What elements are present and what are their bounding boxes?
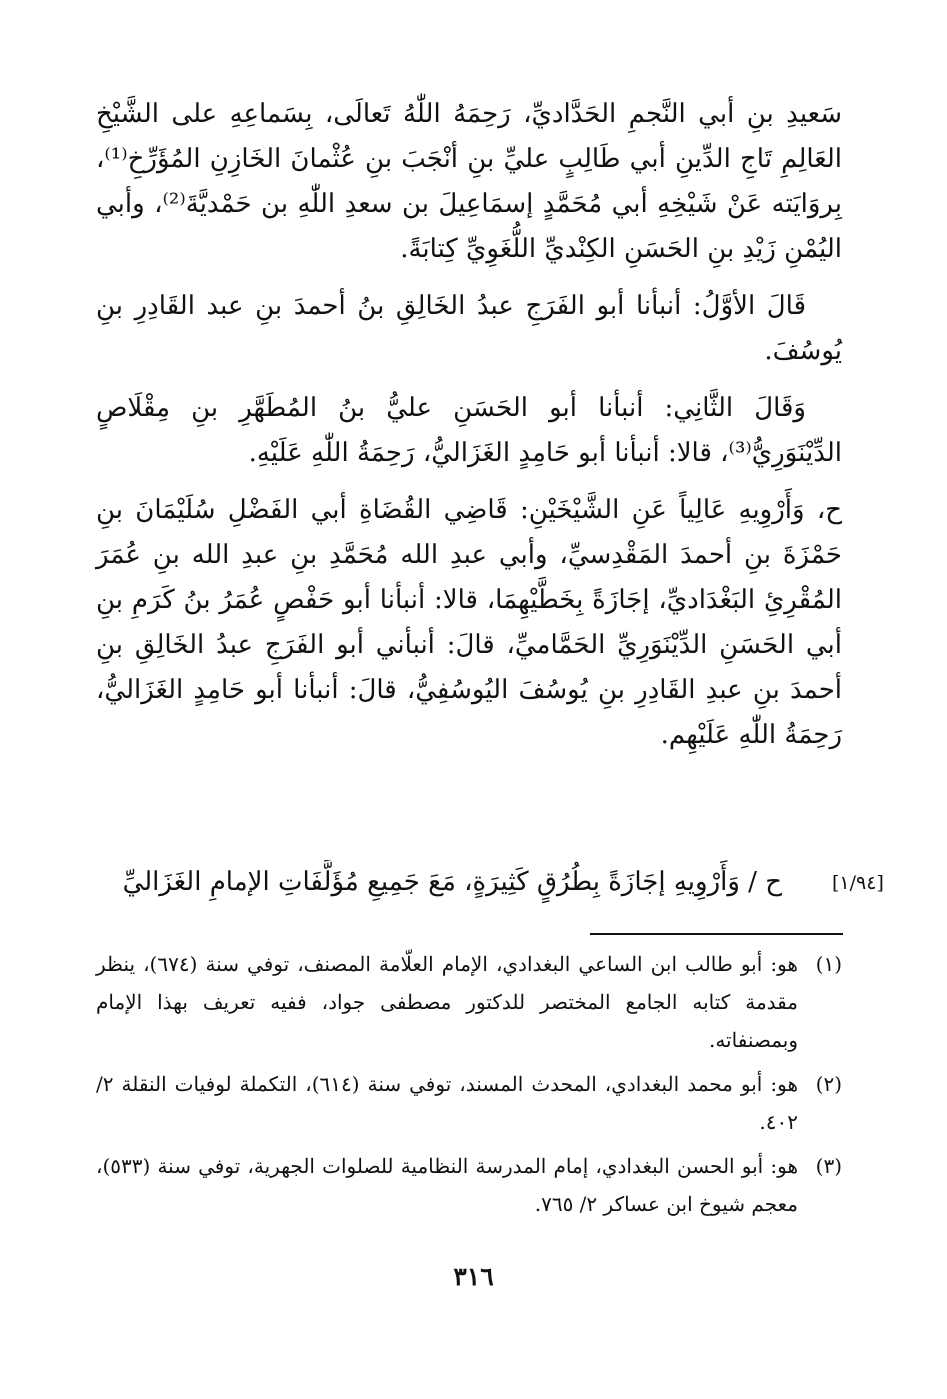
- main-text-block: [96, 92, 842, 770]
- footnote-number: (٢): [815, 1072, 842, 1096]
- footnote-text: هو: أبو الحسن البغدادي، إمام المدرسة النظامية للصلوات الجهرية، توفي سنة (٥٣٣)، معجم شيوخ ابن عساكر ٢/ ٧٦٥.: [96, 1154, 798, 1216]
- footnote-text: هو: أبو محمد البغدادي، المحدث المسند، توفي سنة (٦١٤)، التكملة لوفيات النقلة ٢/ ٤٠٢.: [96, 1072, 798, 1134]
- paragraph-isnad-opening: سَعيدِ بنِ أبي النَّجمِ الحَدَّاديِّ، رَحِمَهُ اللّٰهُ تَعالَى، بِسَماعِهِ على الشَّيْخِ العَالِمِ تَاجِ الدِّينِ أبي طَالِبٍ عليِّ بنِ أنْجَبَ بنِ عُثْمانَ الخَازِنِ المُؤَرِّخِ⁽¹⁾، بِروَايَته عَنْ شَيْخِهِ أبي مُحَمَّدٍ إسمَاعِيلَ بن سعدِ اللّٰهِ بن حَمْديَّةَ⁽²⁾، وأبي اليُمْنِ زَيْدِ بنِ الحَسَنِ الكِنْديِّ اللُّغَوِيِّ كِتابَةً.: [96, 99, 842, 264]
- margin-page-reference: [١/٩٤]: [832, 872, 884, 894]
- footnote-2: [96, 1065, 842, 1141]
- footnote-text: هو: أبو طالب ابن الساعي البغدادي، الإمام العلّامة المصنف، توفي سنة (٦٧٤)، ينظر مقدمة كتابه الجامع المختصر للدكتور مصطفى جواد، ففيه تعريف بهذا الإمام وبمصنفاته.: [96, 952, 798, 1052]
- paragraph-high-chain: ح، وَأَرْوِيهِ عَالِياً عَنِ الشَّيْخَيْنِ: قَاضِي القُضَاةِ أبي الفَضْلِ سُلَيْمَانَ بنِ حَمْزَةَ بنِ أحمدَ المَقْدِسيِّ، وأبي عبدِ الله مُحَمَّدِ بنِ عبدِ الله بنِ عُمَرَ المُقْرِئِ البَغْدَاديِّ، إجَازَةً بِخَطَّيْهِمَا، قالا: أنبأنا أبو حَفْصٍ عُمَرُ بنُ كَرَمِ بنِ أبي الحَسَنِ الدِّيْنَوَرِيِّ الحَمَّاميِّ، قالَ: أنبأني أبو الفَرَجِ عبدُ الخَالِقِ بنِ أحمدَ بنِ عبدِ القَادِرِ بنِ يُوسُفَ اليُوسُفِيُّ، قالَ: أنبأنا أبو حَامِدٍ الغَزَاليُّ، رَحِمَةُ اللّٰهِ عَلَيْهِم.: [96, 495, 842, 750]
- footnotes-section: [96, 945, 842, 1229]
- footnote-number: (١): [815, 952, 842, 976]
- paragraph-first-narrator: قَالَ الأوَّلُ: أنبأنا أبو الفَرَجِ عبدُ الخَالِقِ بنُ أحمدَ بنِ عبد القَادِرِ بنِ يُوسُفَ.: [96, 291, 842, 366]
- footnote-1: [96, 945, 842, 1059]
- page-number: ٣١٦: [453, 1262, 494, 1291]
- footnote-3: [96, 1147, 842, 1223]
- footnote-divider: [590, 933, 843, 935]
- paragraph-last-line: ح / وَأَرْوِيهِ إجَازَةً بِطُرُقٍ كَثِيرَةٍ، مَعَ جَمِيعِ مُؤَلَّفَاتِ الإمامِ الغَزَاليِّ: [122, 867, 782, 897]
- footnote-number: (٣): [815, 1154, 842, 1178]
- paragraph-second-narrator: وَقَالَ الثَّانِي: أنبأنا أبو الحَسَنِ عليُّ بنُ المُطَهَّرِ بنِ مِقْلَاصٍ الدِّيْنَوَرِيُّ⁽³⁾، قالا: أنبأنا أبو حَامِدٍ الغَزَاليُّ، رَحِمَةُ اللّٰهِ عَلَيْهِ.: [96, 393, 842, 468]
